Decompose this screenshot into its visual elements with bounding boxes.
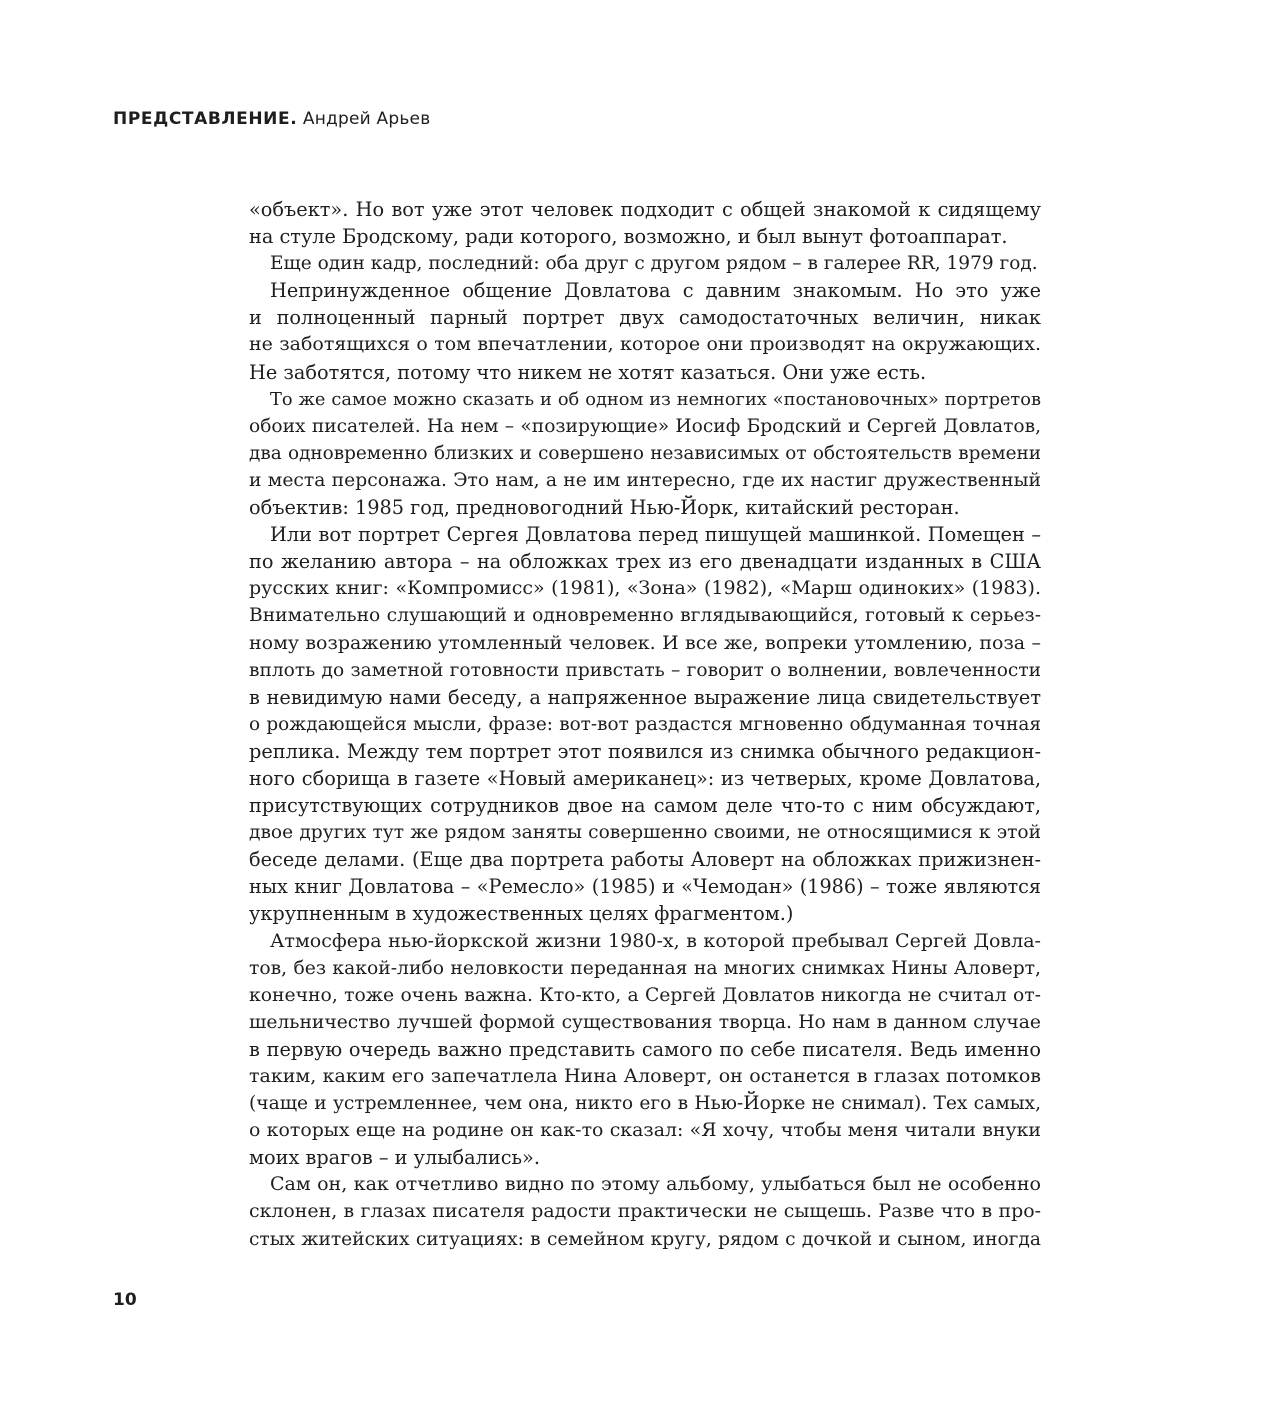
text-line: два одновременно близких и совершено независимых от обстоятельств времени xyxy=(249,442,1041,464)
running-head-author: Андрей Арьев xyxy=(302,109,431,129)
text-line: шельничество лучшей формой существования творца. Но нам в данном случае xyxy=(249,1011,1041,1033)
text-line: моих врагов – и улыбались». xyxy=(249,1146,540,1170)
paragraph xyxy=(249,277,1041,385)
text-line: и полноценный парный портрет двух самодостаточных величин, никак xyxy=(249,306,1041,330)
paragraph xyxy=(249,1171,1041,1252)
text-line: в невидимую нами беседу, а напряженное выражение лица свидетельствует xyxy=(249,685,1041,709)
paragraph xyxy=(249,386,1041,521)
text-line: по желанию автора – на обложках трех из его двенадцати изданных в США xyxy=(249,550,1041,574)
text-line: Еще один кадр, последний: оба друг с другом рядом – в галерее RR, 1979 год. xyxy=(270,253,1038,275)
text-line: конечно, тоже очень важна. Кто-кто, а Сергей Довлатов никогда не считал от- xyxy=(249,984,1041,1006)
text-line: Не заботятся, потому что никем не хотят казаться. Они уже есть. xyxy=(249,360,927,384)
text-line: ных книг Довлатова – «Ремесло» (1985) и «Чемодан» (1986) – тоже являются xyxy=(249,875,1041,899)
text-line: стых житейских ситуациях: в семейном кругу, рядом с дочкой и сыном, иногда xyxy=(249,1228,1041,1250)
running-head xyxy=(113,109,430,129)
paragraph xyxy=(249,250,1041,277)
page-number: 10 xyxy=(113,1290,137,1310)
text-line: русских книг: «Компромисс» (1981), «Зона» (1982), «Марш одиноких» (1983). xyxy=(249,577,1041,600)
text-line: не заботящихся о том впечатлении, которое они производят на окружающих. xyxy=(249,333,1041,356)
text-line: двое других тут же рядом заняты совершенно своими, не относящимися к этой xyxy=(249,822,1041,844)
text-line: на стуле Бродскому, ради которого, возможно, и был вынут фотоаппарат. xyxy=(249,225,1008,249)
text-line: Сам он, как отчетливо видно по этому альбому, улыбаться был не особенно xyxy=(270,1173,1041,1196)
text-line: в первую очередь важно представить самого по себе писателя. Ведь именно xyxy=(249,1037,1041,1061)
text-line: и места персонажа. Это нам, а не им интересно, где их настиг дружественный xyxy=(249,469,1041,491)
text-line: присутствующих сотрудников двое на самом деле что-то с ним обсуждают, xyxy=(249,794,1041,818)
text-line: вплоть до заметной готовности привстать – говорит о волнении, вовлеченности xyxy=(249,659,1041,681)
text-line: Внимательно слушающий и одновременно вглядывающийся, готовый к серьез- xyxy=(249,605,1041,627)
text-line: о рождающейся мысли, фразе: вот-вот раздастся мгновенно обдуманная точная xyxy=(249,713,1041,735)
text-line: таким, каким его запечатлела Нина Аловерт, он останется в глазах потомков xyxy=(249,1065,1041,1087)
paragraph xyxy=(249,521,1041,927)
paragraph xyxy=(249,928,1041,1172)
text-line: склонен, в глазах писателя радости практически не сыщешь. Разве что в про- xyxy=(249,1200,1041,1223)
text-line: о которых еще на родине он как-то сказал: «Я хочу, чтобы меня читали внуки xyxy=(249,1119,1041,1142)
text-line: реплика. Между тем портрет этот появился из снимка обычного редакцион- xyxy=(249,739,1041,763)
text-line: Или вот портрет Сергея Довлатова перед пишущей машинкой. Помещен – xyxy=(270,523,1041,547)
text-line: обоих писателей. На нем – «позирующие» Иосиф Бродский и Сергей Довлатов, xyxy=(249,415,1041,437)
text-line: Непринужденное общение Довлатова с давним знакомым. Но это уже xyxy=(270,279,1041,303)
text-line: «объект». Но вот уже этот человек подходит с общей знакомой к сидящему xyxy=(249,198,1041,221)
text-line: ного сборища в газете «Новый американец»: из четверых, кроме Довлатова, xyxy=(249,766,1041,790)
body-text xyxy=(249,196,1041,1253)
text-line: (чаще и устремленнее, чем она, никто его в Нью-Йорке не снимал). Тех самых, xyxy=(249,1093,1041,1115)
text-line: объектив: 1985 год, предновогодний Нью-Йорк, китайский ресторан. xyxy=(249,496,960,520)
paragraph xyxy=(249,196,1041,250)
text-line: То же самое можно сказать и об одном из немногих «постановочных» портретов xyxy=(270,388,1041,410)
text-line: Атмосфера нью-йоркской жизни 1980-х, в которой пребывал Сергей Довла- xyxy=(270,929,1041,952)
text-line: беседе делами. (Еще два портрета работы Аловерт на обложках прижизнен- xyxy=(249,848,1041,872)
running-head-section: ПРЕДСТАВЛЕНИЕ. xyxy=(113,109,298,129)
text-line: ному возражению утомленный человек. И все же, вопреки утомлению, поза – xyxy=(249,631,1041,654)
text-line: тов, без какой-либо неловкости переданная на многих снимках Нины Аловерт, xyxy=(249,957,1041,979)
text-line: укрупненным в художественных целях фрагментом.) xyxy=(249,902,794,926)
